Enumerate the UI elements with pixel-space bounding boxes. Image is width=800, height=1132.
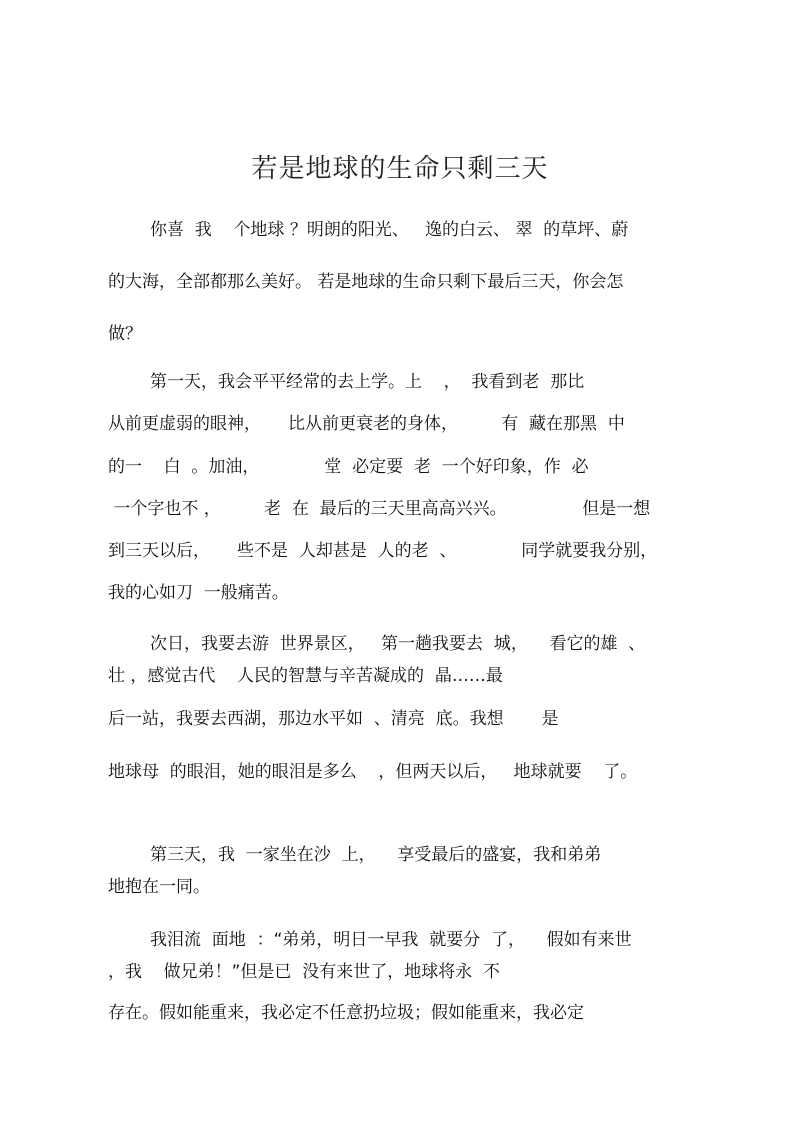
text-line: 存在。假如能重来，我必定不任意扔垃圾；假如能重来，我必定 — [108, 1003, 584, 1023]
text-line: 第三天，我 一家坐在沙 上， 享受最后的盛宴，我和弟弟 — [150, 845, 602, 865]
text-line: 地抱在一同。 — [108, 877, 210, 897]
text-line: 我的心如刀 一般痛苦。 — [108, 583, 289, 603]
text-line: 到三天以后， 些不是 人却甚是 人的老 、 同学就要我分别， — [108, 541, 658, 561]
text-line: ，我 做兄弟！”但是已 没有来世了，地球将永 不 — [108, 962, 501, 982]
text-line: 壮 ，感觉古代 人民的智慧与辛苦凝成的 晶……最 — [108, 666, 503, 686]
text-line: 次日，我要去游 世界景区， 第一趟我要去 城， 看它的雄 、 — [150, 634, 646, 654]
text-line: 的大海，全部都那么美好。 若是地球的生命只剩下最后三天，你会怎 — [108, 272, 624, 292]
text-line: 地球母 的眼泪，她的眼泪是多么 ，但两天以后， 地球就要 了。 — [108, 762, 638, 782]
text-line: 后一站，我要去西湖，那边水平如 、清亮 底。我想 是 — [108, 709, 559, 729]
text-line: 从前更虚弱的眼神， 比从前更衰老的身体， 有 藏在那黑 中 — [108, 414, 625, 434]
text-line: 第一天，我会平平经常的去上学。上 ， 我看到老 那比 — [150, 372, 585, 392]
text-line: 你喜 我 个地球 ？明朗的阳光、 逸的白云、 翠 的草坪、蔚 — [150, 220, 629, 240]
page-title: 若是地球的生命只剩三天 — [251, 154, 549, 184]
text-line: 的一 白 。加油， 堂 必定要 老 一个好印象，作 必 — [108, 457, 589, 477]
text-line: 我泪流 面地 ：“弟弟，明日一早我 就要分 了， 假如有来世 — [150, 930, 632, 950]
text-line: 一个字也不 ， 老 在 最后的三天里高高兴兴。 但是一想 — [108, 499, 651, 519]
text-line: 做？ — [108, 324, 142, 344]
